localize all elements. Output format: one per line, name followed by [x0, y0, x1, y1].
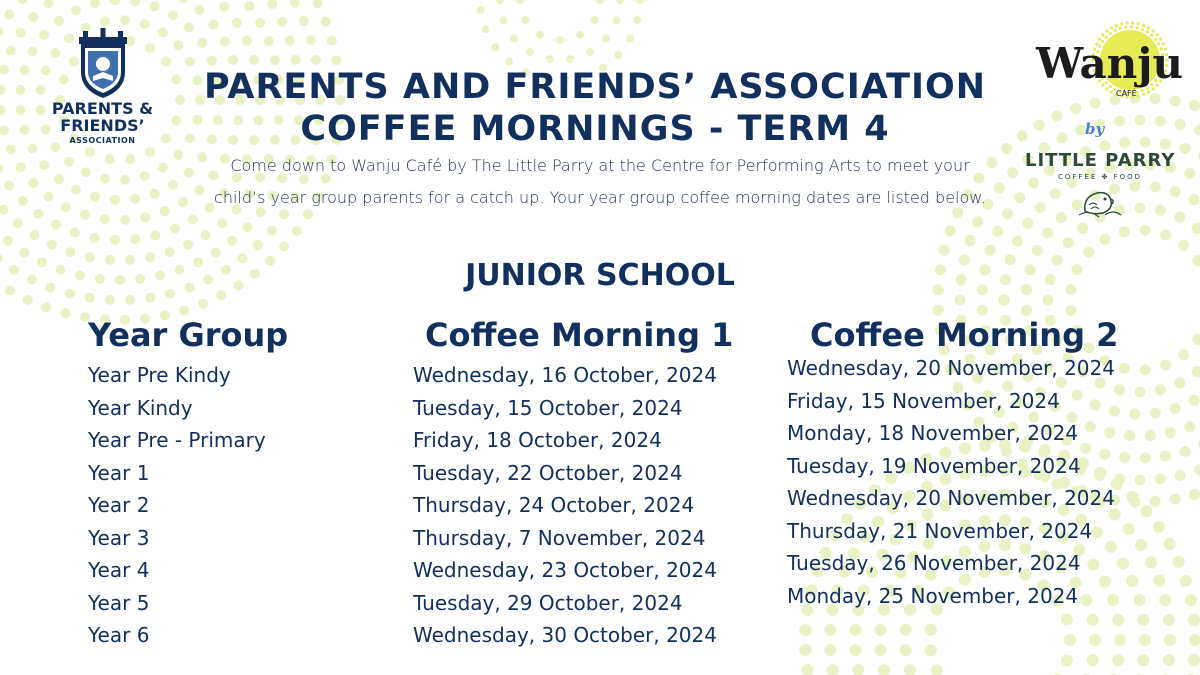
coffee-morning-1-date: Tuesday, 29 October, 2024	[413, 590, 683, 615]
coffee-morning-1-date: Friday, 18 October, 2024	[413, 428, 662, 452]
by-label: by	[1085, 120, 1105, 138]
year-group-item: Year 1	[88, 460, 150, 485]
logo-line-1: PARENTS &	[51, 99, 154, 118]
coffee-morning-2-date: Tuesday, 26 November, 2024	[787, 551, 1081, 575]
coffee-morning-2-date: Friday, 15 November, 2024	[787, 388, 1060, 413]
year-group-item: Year 6	[88, 623, 150, 647]
coffee-morning-2-date: Monday, 25 November, 2024	[787, 583, 1079, 608]
wanju-cafe-logo	[1030, 16, 1183, 111]
year-group-item: Year 3	[88, 525, 150, 550]
intro-line-1: Come down to Wanju Café by The Little Parry at the Centre for Performing Arts to meet your	[230, 156, 970, 175]
coffee-morning-1-date: Thursday, 7 November, 2024	[413, 525, 706, 550]
title-line-1: PARENTS AND FRIENDS’ ASSOCIATION	[203, 67, 987, 107]
coffee-morning-1-date: Thursday, 24 October, 2024	[413, 493, 695, 517]
wanju-cafe-label: CAFÉ	[1116, 89, 1137, 98]
parrot-illustration-icon	[1075, 185, 1125, 219]
logo-line-2: FRIENDS’	[60, 116, 145, 135]
coffee-morning-1-date: Wednesday, 16 October, 2024	[413, 363, 717, 387]
coffee-morning-2-date: Tuesday, 19 November, 2024	[787, 453, 1081, 478]
coffee-morning-2-date: Thursday, 21 November, 2024	[787, 518, 1093, 543]
year-group-item: Year Pre Kindy	[88, 363, 231, 387]
column-header-coffee-morning-1: Coffee Morning 1	[425, 316, 734, 354]
coffee-morning-1-list	[413, 362, 717, 655]
parents-friends-logo	[30, 28, 175, 168]
logo-line-3: ASSOCIATION	[69, 136, 136, 145]
column-header-coffee-morning-2: Coffee Morning 2	[810, 316, 1119, 354]
coffee-morning-2-date: Monday, 18 November, 2024	[787, 421, 1079, 445]
year-group-item: Year 4	[88, 558, 150, 582]
year-group-item: Year 2	[88, 493, 150, 517]
year-group-item: Year 5	[88, 590, 150, 615]
title-line-2: COFFEE MORNINGS - TERM 4	[300, 109, 890, 149]
intro-line-2: child’s year group parents for a catch up. Your year group coffee morning dates are listed below.	[214, 188, 986, 207]
coffee-morning-1-date: Wednesday, 23 October, 2024	[413, 558, 717, 582]
wanju-wordmark: Wanju	[1036, 39, 1183, 88]
page-title	[170, 66, 1020, 150]
little-parry-wordmark: LITTLE PARRY	[1025, 150, 1176, 171]
coffee-morning-1-date: Tuesday, 15 October, 2024	[413, 395, 683, 420]
column-header-year-group: Year Group	[88, 316, 289, 354]
year-group-list	[88, 362, 266, 655]
year-group-item: Year Kindy	[88, 395, 193, 420]
section-title: JUNIOR SCHOOL	[465, 258, 735, 293]
coffee-morning-2-date: Wednesday, 20 November, 2024	[787, 486, 1115, 510]
intro-text	[160, 150, 1040, 214]
coffee-morning-1-date: Tuesday, 22 October, 2024	[413, 460, 683, 485]
coffee-food-label: COFFEE ✤ FOOD	[1057, 173, 1143, 181]
coffee-morning-1-date: Wednesday, 30 October, 2024	[413, 623, 717, 647]
year-group-item: Year Pre - Primary	[88, 428, 266, 452]
little-parry-logo	[1025, 150, 1175, 219]
coffee-morning-2-list	[787, 355, 1115, 615]
school-crest-icon	[75, 28, 131, 100]
coffee-morning-2-date: Wednesday, 20 November, 2024	[787, 356, 1115, 380]
